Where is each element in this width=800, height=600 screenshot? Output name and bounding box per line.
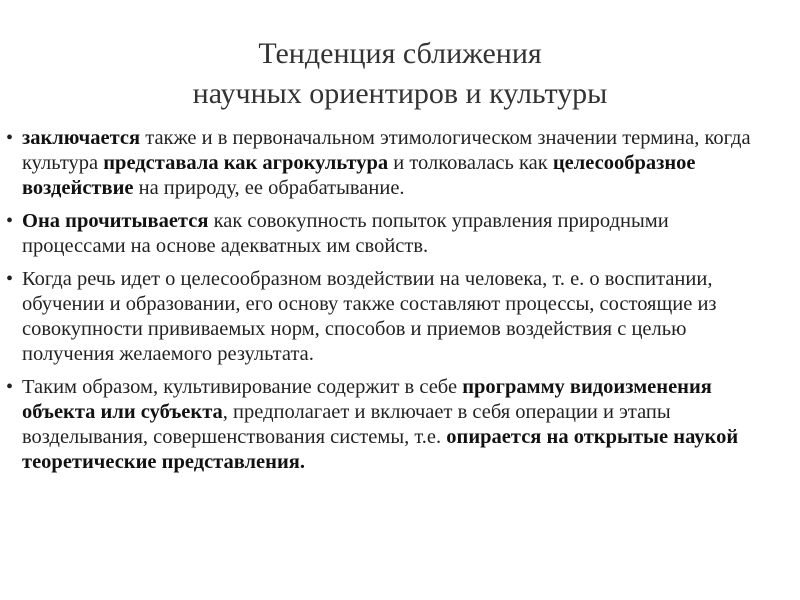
bullet-1-segment-1: заключается — [22, 127, 141, 149]
bullet-marker: • — [6, 127, 14, 149]
bullet-list — [6, 126, 776, 483]
bullet-3-segment-1: Когда речь идет о целесообразном воздействии на человека, т. е. о воспитании, обучении и образовании, его основу также составляют процессы, состоящие из совокупности прививаемых норм, способов и приемов воздействия с целью получения желаемого результата. — [22, 268, 717, 365]
bullet-item-3 — [6, 267, 776, 367]
bullet-1-segment-6: на природу, ее обрабатывание. — [133, 177, 405, 199]
bullet-4-segment-2: программу видоизменения объекта или субъекта — [22, 376, 712, 423]
bullet-2-segment-1: Она прочитывается — [22, 210, 209, 232]
slide-title — [0, 34, 800, 114]
bullet-1-segment-5: целесообразное воздействие — [22, 152, 696, 199]
bullet-marker: • — [6, 268, 14, 290]
bullet-1-segment-2: также и в первоначальном этимологическом значении термина, когда культура — [22, 127, 751, 174]
bullet-1-segment-3: представала как агрокультура — [103, 152, 389, 174]
bullet-item-1 — [6, 126, 776, 201]
bullet-4-segment-1: Таким образом, культивирование содержит в себе — [22, 376, 463, 398]
bullet-4-segment-3: , предполагает и включает в себя операции и этапы возделывания, совершенствования системы, т.е. — [22, 401, 671, 448]
bullet-marker: • — [6, 210, 14, 232]
slide-title-line-1: Тенденция сближения — [258, 37, 542, 70]
bullet-item-2 — [6, 209, 776, 259]
bullet-1-segment-4: и толковалась как — [388, 152, 553, 174]
bullet-2-segment-2: как совокупность попыток управления природными процессами на основе адекватных им свойств. — [22, 210, 669, 257]
bullet-item-4 — [6, 375, 776, 475]
bullet-4-segment-4: опирается на открытые наукой теоретические представления. — [22, 426, 739, 473]
slide-title-line-2: научных ориентиров и культуры — [192, 77, 608, 110]
bullet-marker: • — [6, 376, 14, 398]
